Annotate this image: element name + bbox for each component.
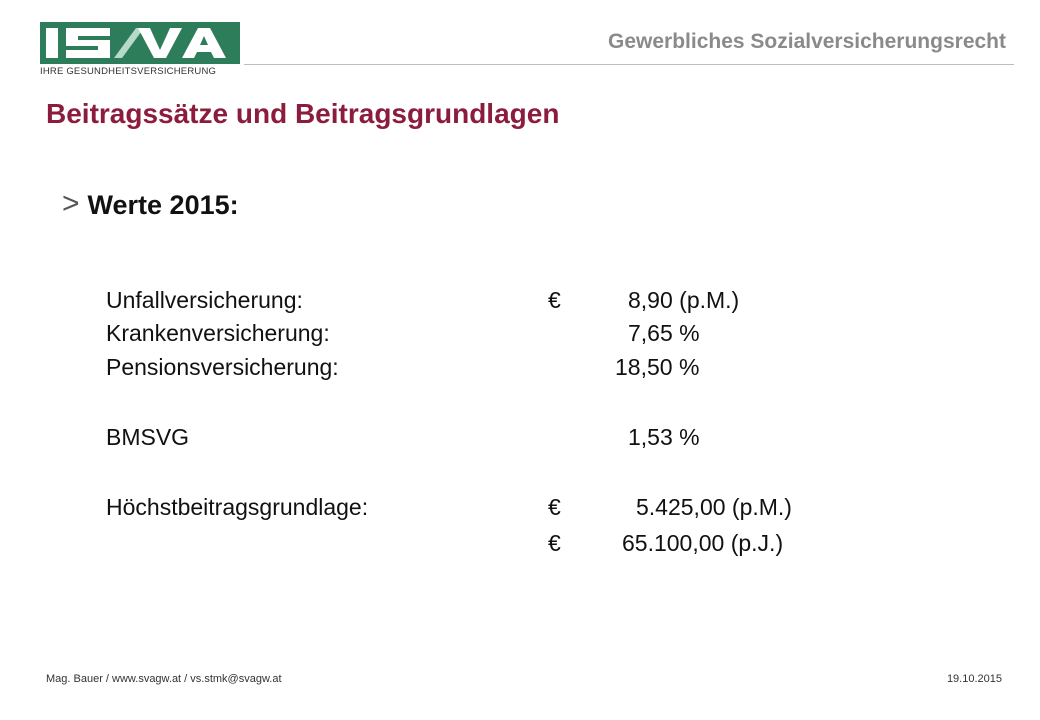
slide-title: Beitragssätze und Beitragsgrundlagen — [46, 98, 560, 129]
row-label: Unfallversicherung: — [106, 287, 303, 313]
row-value: 5.425,00 (p.M.) — [636, 494, 792, 520]
footer-date: 19.10.2015 — [946, 673, 1002, 685]
row-label: Pensionsversicherung: — [106, 354, 339, 380]
isva-logo — [40, 22, 240, 69]
bullet-heading-text: Werte 2015: — [87, 190, 239, 220]
chevron-right-icon: > — [62, 186, 80, 220]
row-label: Höchstbeitragsgrundlage: — [106, 494, 369, 520]
row-label: Krankenversicherung: — [106, 320, 330, 346]
header-title: Gewerbliches Sozialversicherungsrecht — [608, 30, 1006, 53]
logo-tagline: IHRE GESUNDHEITSVERSICHERUNG — [40, 66, 217, 77]
bullet-heading — [62, 186, 239, 221]
isva-logo-graphic — [40, 22, 240, 64]
footer-contact: Mag. Bauer / www.svagw.at / vs.stmk@svagw.at — [46, 673, 282, 685]
row-currency: € — [548, 494, 561, 520]
row-currency: € — [548, 287, 561, 313]
row-value: 1,53 % — [628, 424, 700, 450]
row-value: 8,90 (p.M.) — [628, 287, 740, 313]
row-value: 7,65 % — [628, 320, 700, 346]
header-divider — [244, 64, 1014, 65]
row-value: 65.100,00 (p.J.) — [622, 530, 784, 556]
row-label: BMSVG — [106, 424, 190, 450]
row-value: 18,50 % — [615, 354, 700, 380]
row-currency: € — [548, 530, 561, 556]
